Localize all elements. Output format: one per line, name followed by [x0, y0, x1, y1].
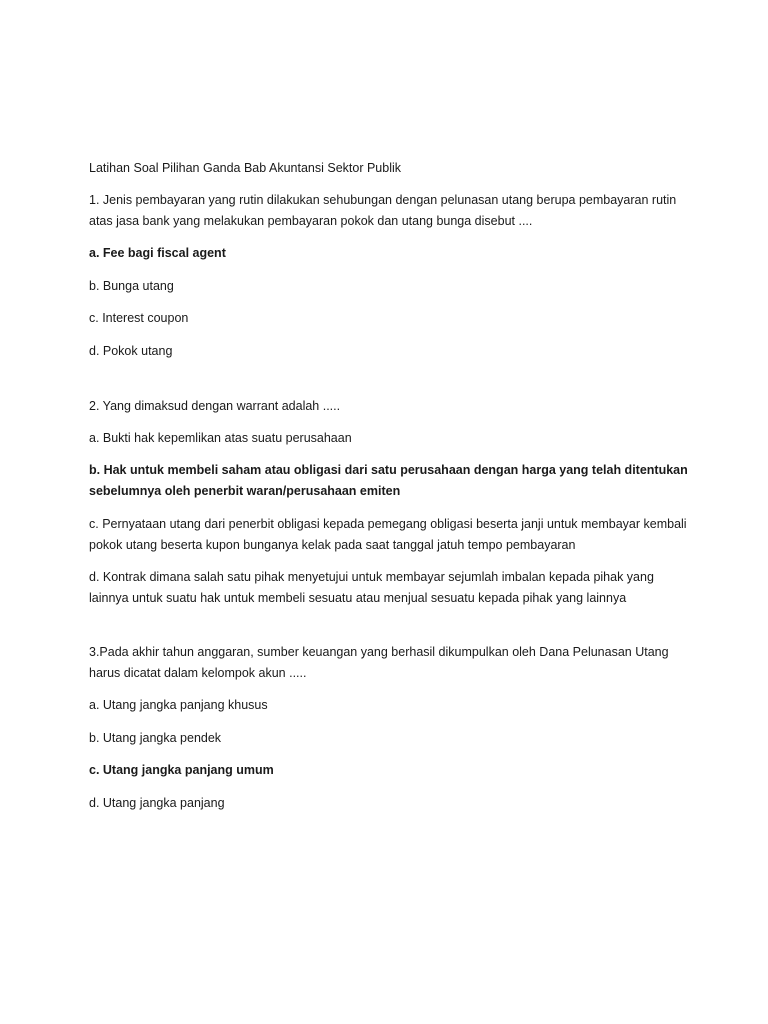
document-content	[89, 158, 689, 825]
answer-option-b: b. Bunga utang	[89, 278, 174, 293]
answer-option-d: d. Utang jangka panjang	[89, 795, 225, 810]
question-stem: 1. Jenis pembayaran yang rutin dilakukan sehubungan dengan pelunasan utang berupa pembayaran rutin atas jasa bank yang melakukan pembayaran pokok dan utang bunga disebut ....	[89, 193, 677, 228]
answer-option-a: a. Utang jangka panjang khusus	[89, 698, 268, 712]
document-title: Latihan Soal Pilihan Ganda Bab Akuntansi Sektor Publik	[89, 161, 402, 175]
answer-option-a: a. Bukti hak kepemlikan atas suatu perusahaan	[89, 430, 352, 445]
question-stem: 3.Pada akhir tahun anggaran, sumber keuangan yang berhasil dikumpulkan oleh Dana Pelunasan Utang harus dicatat dalam kelompok akun .....	[89, 645, 669, 680]
question-2	[89, 396, 689, 610]
answer-option-c: c. Pernyataan utang dari penerbit obligasi kepada pemegang obligasi beserta janji untuk membayar kembali pokok utang beserta kupon bunganya kelak pada saat tanggal jatuh tempo pembayaran	[89, 516, 687, 552]
answer-option-b: b. Hak untuk membeli saham atau obligasi dari satu perusahaan dengan harga yang telah ditentukan sebelumnya oleh penerbit waran/perusahaan emiten	[89, 463, 688, 498]
answer-option-d: d. Kontrak dimana salah satu pihak menyetujui untuk membayar sejumlah imbalan kepada pihak yang lainnya untuk suatu hak untuk membeli sesuatu atau menjual sesuatu kepada pihak yang lainnya	[89, 570, 654, 605]
answer-option-d: d. Pokok utang	[89, 343, 173, 358]
answer-option-c: c. Utang jangka panjang umum	[89, 763, 274, 777]
answer-option-b: b. Utang jangka pendek	[89, 730, 222, 745]
question-stem: 2. Yang dimaksud dengan warrant adalah .....	[89, 398, 341, 413]
question-3	[89, 642, 689, 814]
question-1	[89, 190, 689, 362]
answer-option-a: a. Fee bagi fiscal agent	[89, 246, 226, 260]
answer-option-c: c. Interest coupon	[89, 311, 189, 325]
